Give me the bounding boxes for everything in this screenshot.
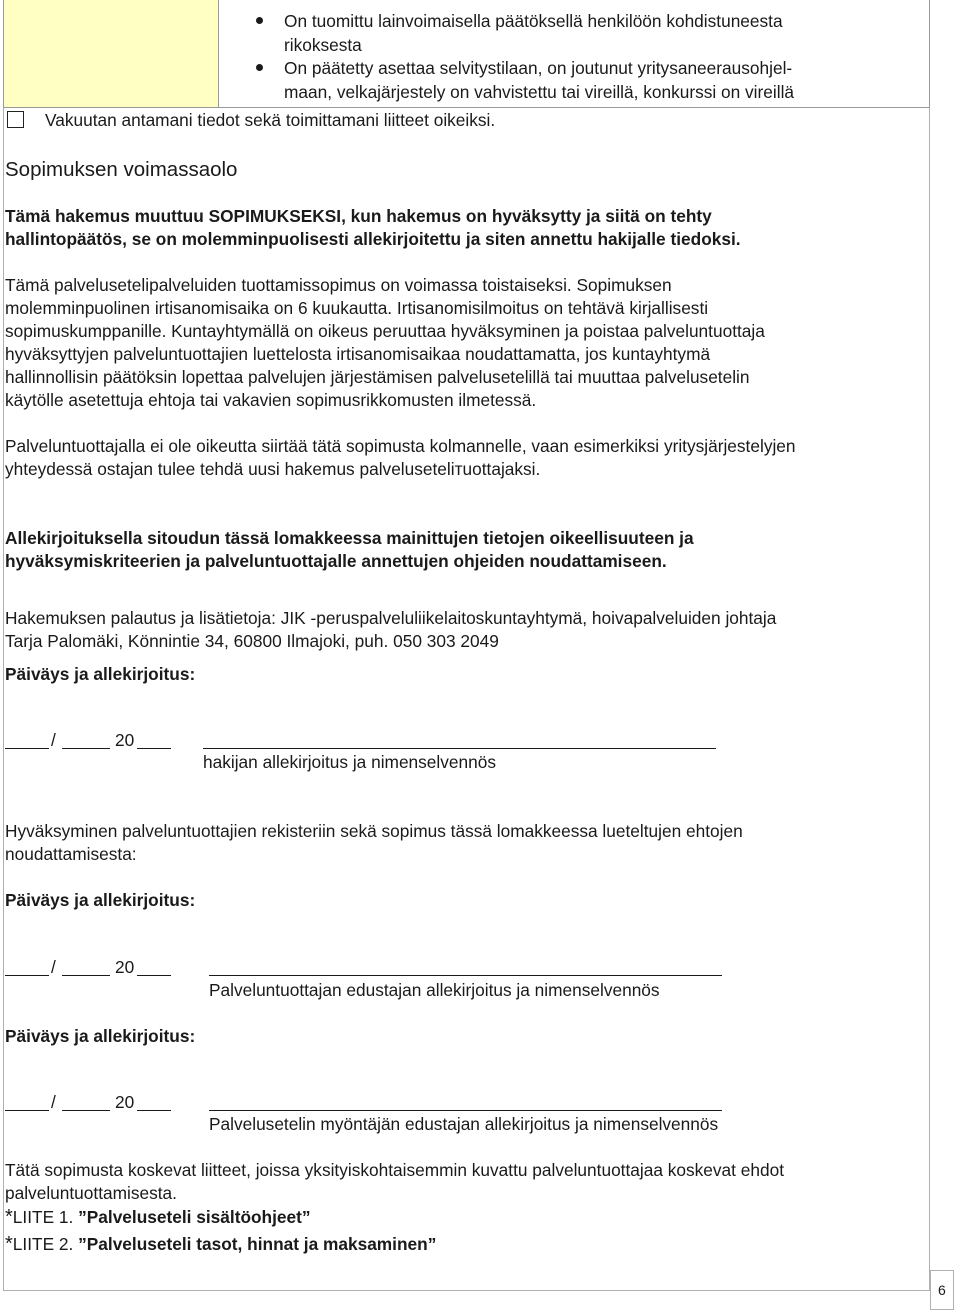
year-field[interactable] — [137, 975, 171, 976]
declaration-checkbox[interactable] — [7, 111, 24, 128]
page-frame-left — [3, 0, 4, 1290]
date-slash: / — [51, 730, 56, 750]
form-input-cell[interactable] — [3, 0, 219, 108]
provider-signature-caption: Palveluntuottajan edustajan allekirjoitus ja nimenselvennös — [209, 980, 660, 1000]
day-field[interactable] — [5, 975, 49, 976]
applicant-signature-caption: hakijan allekirjoitus ja nimenselvennös — [203, 752, 496, 772]
validity-line-4: hyväksyttyjen palveluntuottajien luettelosta irtisanomisaikaa noudattamatta, jos kuntayhtymä — [5, 344, 711, 364]
month-field[interactable] — [62, 975, 110, 976]
validity-line-1: Tämä palvelusetelipalveluiden tuottamissopimus on voimassa toistaiseksi. Sopimuksen — [5, 275, 672, 295]
year-prefix: 20 — [115, 1092, 135, 1112]
attachment-prefix: LIITE 1. — [12, 1207, 79, 1227]
year-prefix: 20 — [115, 730, 135, 750]
transfer-line-2: yhteydessä ostajan tulee tehdä uusi hakemus palveluseteliтuottajaksi. — [5, 459, 541, 479]
transfer-line-1: Palveluntuottajalla ei ole oikeutta siirtää tätä sopimusta kolmannelle, vaan esimerkiksi yritysjärjestelyjen — [5, 436, 796, 456]
page-frame-bottom — [3, 1290, 929, 1291]
attachment-2 — [5, 1233, 436, 1256]
applicant-signature-line[interactable] — [203, 748, 716, 749]
criteria-bullet-1-line-2: rikoksesta — [284, 35, 362, 55]
criteria-bullet-2-line-2: maan, velkajärjestely on vahvistettu tai vireillä, konkurssi on vireillä — [284, 82, 795, 102]
page-number: 6 — [938, 1282, 946, 1298]
day-field[interactable] — [5, 748, 49, 749]
year-field[interactable] — [137, 1110, 171, 1111]
commitment-line-2: hyväksymiskriteerien ja palveluntuottajalle annettujen ohjeiden noudattamiseen. — [5, 551, 667, 571]
attachments-intro-line-1: Tätä sopimusta koskevat liitteet, joissa yksityiskohtaisemmin kuvattu palveluntuottajaa koskevat ehdot — [5, 1160, 784, 1180]
bullet-icon — [256, 17, 263, 24]
attachment-title: ”Palveluseteli sisältöohjeet” — [78, 1207, 311, 1227]
attachment-star: * — [5, 1206, 13, 1228]
date-slash: / — [51, 1092, 56, 1112]
date-signature-label: Päiväys ja allekirjoitus: — [5, 890, 196, 910]
date-signature-label: Päiväys ja allekirjoitus: — [5, 664, 196, 684]
attachment-title: ”Palveluseteli tasot, hinnat ja maksaminen” — [78, 1234, 437, 1254]
contact-line-1: Hakemuksen palautus ja lisätietoja: JIK -peruspalveluliikelaitoskuntayhtymä, hoivapalveluiden johtaja — [5, 608, 777, 628]
attachments-intro-line-2: palveluntuottamisesta. — [5, 1183, 177, 1203]
date-slash: / — [51, 957, 56, 977]
date-signature-label: Päiväys ja allekirjoitus: — [5, 1026, 196, 1046]
page-frame-right — [929, 0, 930, 1291]
month-field[interactable] — [62, 748, 110, 749]
validity-line-5: hallinnollisin päätöksin lopettaa palvelujen järjestämisen palvelusetelillä tai muuttaa palvelusetelin — [5, 367, 750, 387]
year-field[interactable] — [137, 748, 171, 749]
criteria-bullet-2-line-1: On päätetty asettaa selvitystilaan, on joutunut yritysaneerausohjel- — [284, 58, 793, 78]
criteria-bullet-1-line-1: On tuomittu lainvoimaisella päätöksellä henkilöön kohdistuneesta — [284, 11, 783, 31]
attachment-prefix: LIITE 2. — [12, 1234, 79, 1254]
section-title: Sopimuksen voimassaolo — [5, 158, 238, 181]
approval-line-2: noudattamisesta: — [5, 844, 137, 864]
validity-line-3: sopimuskumppanille. Kuntayhtymällä on oikeus peruuttaa hyväksyminen ja poistaa palveluntuottaja — [5, 321, 765, 341]
contract-paragraph-line-2: hallintopäätös, se on molemminpuolisesti allekirjoitettu ja siten annettu hakijalle tiedoksi. — [5, 229, 741, 249]
validity-line-6: käytölle asetettuja ehtoja tai vakavien sopimusrikkomusten ilmetessä. — [5, 390, 537, 410]
day-field[interactable] — [5, 1110, 49, 1111]
attachment-1 — [5, 1206, 311, 1229]
declaration-text: Vakuutan antamani tiedot sekä toimittamani liitteet oikeiksi. — [45, 110, 496, 130]
issuer-signature-line[interactable] — [209, 1110, 722, 1111]
issuer-signature-caption: Palvelusetelin myöntäjän edustajan allekirjoitus ja nimenselvennös — [209, 1114, 719, 1134]
page-number-box — [930, 1270, 954, 1310]
contact-line-2: Tarja Palomäki, Könnintie 34, 60800 Ilmajoki, puh. 050 303 2049 — [5, 631, 499, 651]
year-prefix: 20 — [115, 957, 135, 977]
bullet-icon — [256, 64, 263, 71]
commitment-line-1: Allekirjoituksella sitoudun tässä lomakkeessa mainittujen tietojen oikeellisuuteen ja — [5, 528, 694, 548]
contract-paragraph-line-1: Tämä hakemus muuttuu SOPIMUKSEKSI, kun hakemus on hyväksytty ja siitä on tehty — [5, 206, 712, 226]
provider-signature-line[interactable] — [209, 975, 722, 976]
validity-line-2: molemminpuolinen irtisanomisaika on 6 kuukautta. Irtisanomisilmoitus on tehtävä kirjallisesti — [5, 298, 709, 318]
approval-line-1: Hyväksyminen palveluntuottajien rekisteriin sekä sopimus tässä lomakkeessa lueteltujen ehtojen — [5, 821, 743, 841]
month-field[interactable] — [62, 1110, 110, 1111]
attachment-star: * — [5, 1233, 13, 1255]
